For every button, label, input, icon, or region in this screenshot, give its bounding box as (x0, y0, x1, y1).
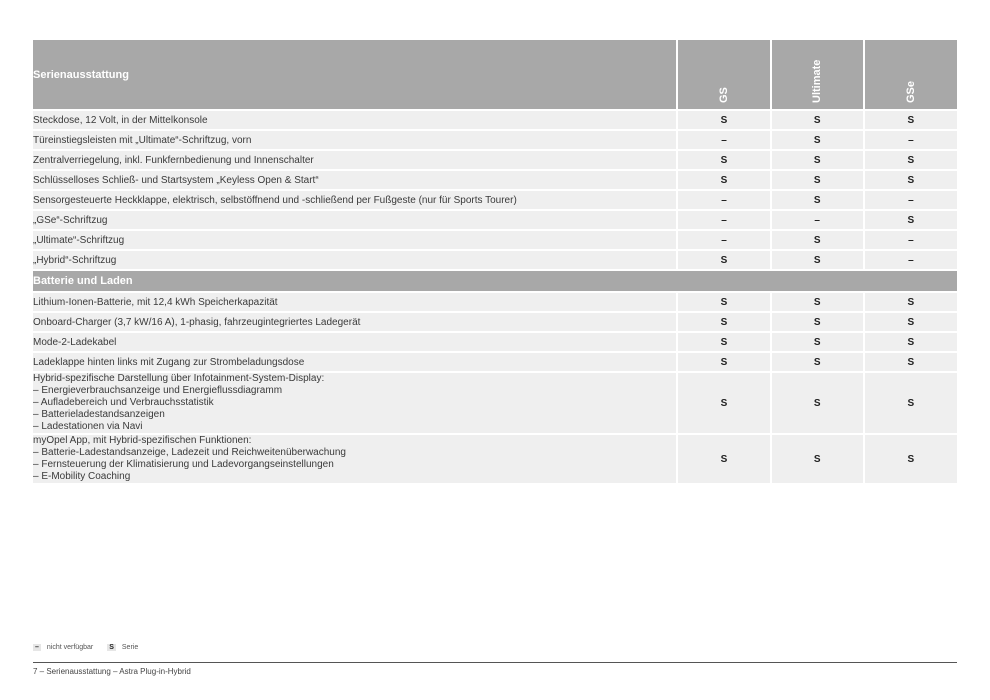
table-row (33, 292, 957, 312)
column-header-gse (864, 40, 957, 110)
row-bullet: – Batterieladestandsanzeigen (33, 409, 165, 420)
value-gs: S (677, 434, 770, 483)
value-ultimate: S (771, 170, 864, 190)
row-bullet: – Aufladebereich und Verbrauchsstatistik (33, 397, 214, 408)
value-ultimate: S (771, 190, 864, 210)
row-label: Steckdose, 12 Volt, in der Mittelkonsole (33, 110, 677, 130)
section-title-batterie-und-laden: Batterie und Laden (33, 270, 957, 292)
value-gs: S (677, 292, 770, 312)
value-ultimate: S (771, 150, 864, 170)
column-label-gs: GS (717, 87, 730, 103)
value-gs: S (677, 372, 770, 434)
value-gs: – (677, 190, 770, 210)
row-label: „GSe“-Schriftzug (33, 210, 677, 230)
value-gs: S (677, 250, 770, 270)
value-gs: S (677, 332, 770, 352)
value-gse: – (864, 130, 957, 150)
row-label: Sensorgesteuerte Heckklappe, elektrisch, selbstöffnend und -schließend per Fußgeste (nur für Sports Tourer) (33, 190, 677, 210)
value-gs: S (677, 170, 770, 190)
value-gse: S (864, 170, 957, 190)
legend-text-not-available: nicht verfügbar (46, 644, 94, 651)
row-label: Lithium-Ionen-Batterie, mit 12,4 kWh Speicherkapazität (33, 292, 677, 312)
value-ultimate: – (771, 210, 864, 230)
value-gse: S (864, 292, 957, 312)
section-title-serienausstattung: Serienausstattung (33, 40, 677, 110)
table-header-row (33, 40, 957, 110)
row-label: Mode-2-Ladekabel (33, 332, 677, 352)
row-title: Hybrid-spezifische Darstellung über Infotainment-System-Display: (33, 373, 325, 384)
value-gse: S (864, 352, 957, 372)
table-row (33, 190, 957, 210)
legend-key-s: S (109, 644, 114, 651)
row-label: Zentralverriegelung, inkl. Funkfernbedienung und Innenschalter (33, 150, 677, 170)
column-header-gs (677, 40, 770, 110)
table-row-hybrid-display (33, 372, 957, 434)
table-row (33, 150, 957, 170)
row-label: Ladeklappe hinten links mit Zugang zur Strombeladungsdose (33, 352, 677, 372)
row-bullet: – Ladestationen via Navi (33, 421, 143, 432)
column-header-ultimate (771, 40, 864, 110)
table-row (33, 130, 957, 150)
table-row (33, 312, 957, 332)
row-bullet: – Fernsteuerung der Klimatisierung und Ladevorgangseinstellungen (33, 459, 334, 470)
legend-text-serie: Serie (121, 644, 139, 651)
value-ultimate: S (771, 110, 864, 130)
table-row (33, 230, 957, 250)
table-row (33, 250, 957, 270)
table-row (33, 210, 957, 230)
value-gs: S (677, 352, 770, 372)
value-ultimate: S (771, 332, 864, 352)
row-label: „Ultimate“-Schriftzug (33, 230, 677, 250)
legend (33, 644, 152, 651)
table-row (33, 110, 957, 130)
value-ultimate: S (771, 312, 864, 332)
value-ultimate: S (771, 250, 864, 270)
value-gse: – (864, 230, 957, 250)
value-ultimate: S (771, 372, 864, 434)
row-label: Türeinstiegsleisten mit „Ultimate“-Schriftzug, vorn (33, 130, 677, 150)
row-title: myOpel App, mit Hybrid-spezifischen Funktionen: (33, 435, 252, 446)
footer-divider (33, 662, 957, 663)
value-gs: – (677, 230, 770, 250)
page-footer: 7 – Serienausstattung – Astra Plug-in-Hybrid (33, 667, 191, 676)
legend-key-dash: – (35, 644, 39, 651)
value-gse: – (864, 250, 957, 270)
row-bullet: – Batterie-Ladestandsanzeige, Ladezeit und Reichweitenüberwachung (33, 447, 346, 458)
value-ultimate: S (771, 230, 864, 250)
table-row-myopel-app (33, 434, 957, 483)
value-gs: S (677, 312, 770, 332)
value-gse: S (864, 332, 957, 352)
equipment-group-general (33, 110, 957, 270)
row-label-multiline (33, 434, 677, 483)
column-label-ultimate: Ultimate (811, 59, 824, 103)
value-ultimate: S (771, 292, 864, 312)
column-label-gse: GSe (904, 80, 917, 103)
value-gse: S (864, 312, 957, 332)
value-gse: S (864, 150, 957, 170)
value-gs: S (677, 150, 770, 170)
row-label-multiline (33, 372, 677, 434)
value-gse: – (864, 190, 957, 210)
value-gs: S (677, 110, 770, 130)
value-ultimate: S (771, 434, 864, 483)
value-gs: – (677, 130, 770, 150)
value-gse: S (864, 434, 957, 483)
value-ultimate: S (771, 130, 864, 150)
section-row-batterie (33, 270, 957, 292)
row-label: Onboard-Charger (3,7 kW/16 A), 1-phasig, fahrzeugintegriertes Ladegerät (33, 312, 677, 332)
row-bullet: – E-Mobility Coaching (33, 471, 131, 482)
equipment-table (33, 40, 957, 483)
row-label: Schlüsselloses Schließ- und Startsystem „Keyless Open & Start“ (33, 170, 677, 190)
value-ultimate: S (771, 352, 864, 372)
row-label: „Hybrid“-Schriftzug (33, 250, 677, 270)
equipment-group-battery (33, 292, 957, 372)
row-bullet: – Energieverbrauchsanzeige und Energieflussdiagramm (33, 385, 283, 396)
value-gse: S (864, 110, 957, 130)
table-row (33, 332, 957, 352)
table-row (33, 352, 957, 372)
value-gse: S (864, 210, 957, 230)
value-gse: S (864, 372, 957, 434)
table-row (33, 170, 957, 190)
value-gs: – (677, 210, 770, 230)
